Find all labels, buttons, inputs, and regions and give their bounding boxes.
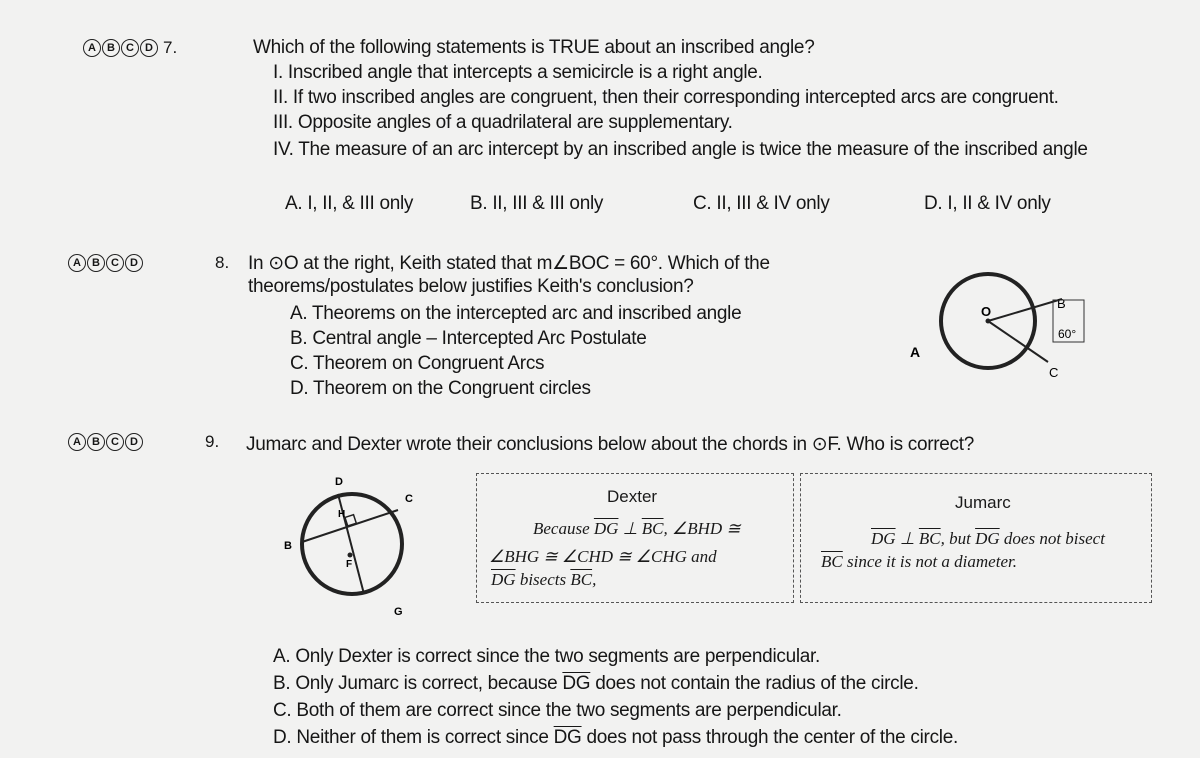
choice-d: D. Neither of them is correct since $\overline{DG}$ does not pass through the center of the circle. xyxy=(273,727,958,748)
statement-3: III. Opposite angles of a quadrilateral are supplementary. xyxy=(273,112,733,133)
answer-bubbles-q8 xyxy=(68,254,143,272)
dexter-line1: Because $\overline{DG}$ ⊥ $\overline{BC}$, ∠BHD ≅ xyxy=(533,519,741,538)
choice-c: C. Theorem on Congruent Arcs xyxy=(290,353,545,374)
label-d: D xyxy=(335,476,343,488)
question-number: 9. xyxy=(205,432,220,451)
bubble-b[interactable]: B xyxy=(87,254,105,272)
choice-d: D. I, II & IV only xyxy=(924,193,1051,214)
choice-c: C. Both of them are correct since the two segments are perpendicular. xyxy=(273,700,842,721)
dexter-line3: $\overline{DG}$ bisects $\overline{BC}$, xyxy=(491,570,597,589)
choice-b: B. II, III & III only xyxy=(470,193,604,214)
circle-o-figure xyxy=(900,265,1100,395)
label-b: B xyxy=(1057,296,1066,311)
jumarc-line1: $\overline{DG}$ ⊥ $\overline{BC}$, but $\overline{DG}$ does not bisect xyxy=(871,529,1105,548)
statement-1: I. Inscribed angle that intercepts a semicircle is a right angle. xyxy=(273,62,763,83)
choice-d: D. Theorem on the Congruent circles xyxy=(290,378,591,399)
answer-bubbles-q7 xyxy=(83,39,158,57)
dexter-title: Dexter xyxy=(607,487,658,506)
label-f: F xyxy=(346,559,353,570)
answer-bubbles-q9 xyxy=(68,433,143,451)
label-b: B xyxy=(284,540,292,552)
bubble-a[interactable]: A xyxy=(83,39,101,57)
angle-label: 60° xyxy=(1058,327,1077,341)
statement-4: IV. The measure of an arc intercept by an inscribed angle is twice the measure of the inscribed angle xyxy=(273,139,1088,160)
choice-a: A. I, II, & III only xyxy=(285,193,414,214)
label-g: G xyxy=(394,606,403,618)
label-c: C xyxy=(1049,365,1059,380)
bubble-c[interactable]: C xyxy=(121,39,139,57)
label-h: H xyxy=(338,509,346,520)
question-text: Jumarc and Dexter wrote their conclusions below about the chords in ⊙F. Who is correct? xyxy=(246,434,974,455)
question-text-line1: In ⊙O at the right, Keith stated that m∠BOC = 60°. Which of the xyxy=(248,253,770,274)
question-number: 8. xyxy=(215,253,230,272)
choice-c: C. II, III & IV only xyxy=(693,193,830,214)
bubble-a[interactable]: A xyxy=(68,433,86,451)
question-text: Which of the following statements is TRUE about an inscribed angle? xyxy=(253,37,815,58)
jumarc-box xyxy=(800,473,1152,603)
circle-f-figure xyxy=(280,470,440,620)
dexter-line2: ∠BHG ≅ ∠CHD ≅ ∠CHG and xyxy=(489,547,717,566)
dexter-box xyxy=(476,473,794,603)
label-o: O xyxy=(981,304,992,319)
bubble-d[interactable]: D xyxy=(125,433,143,451)
question-text-line2: theorems/postulates below justifies Keith's conclusion? xyxy=(248,276,694,297)
bubble-d[interactable]: D xyxy=(125,254,143,272)
jumarc-title: Jumarc xyxy=(955,493,1011,512)
statement-2: II. If two inscribed angles are congruent, then their corresponding intercepted arcs are congruent. xyxy=(273,87,1059,108)
choice-b: B. Central angle – Intercepted Arc Postulate xyxy=(290,328,647,349)
bubble-b[interactable]: B xyxy=(102,39,120,57)
question-number: 7. xyxy=(163,38,178,57)
label-a: A xyxy=(910,344,921,360)
bubble-b[interactable]: B xyxy=(87,433,105,451)
choice-b: B. Only Jumarc is correct, because $\overline{DG}$ does not contain the radius of the circle. xyxy=(273,673,919,694)
choice-a: A. Only Dexter is correct since the two segments are perpendicular. xyxy=(273,646,820,667)
bubble-c[interactable]: C xyxy=(106,433,124,451)
bubble-c[interactable]: C xyxy=(106,254,124,272)
choice-a: A. Theorems on the intercepted arc and inscribed angle xyxy=(290,303,742,324)
bubble-a[interactable]: A xyxy=(68,254,86,272)
bubble-d[interactable]: D xyxy=(140,39,158,57)
jumarc-line2: $\overline{BC}$ since it is not a diameter. xyxy=(821,552,1017,571)
label-c: C xyxy=(405,493,413,505)
